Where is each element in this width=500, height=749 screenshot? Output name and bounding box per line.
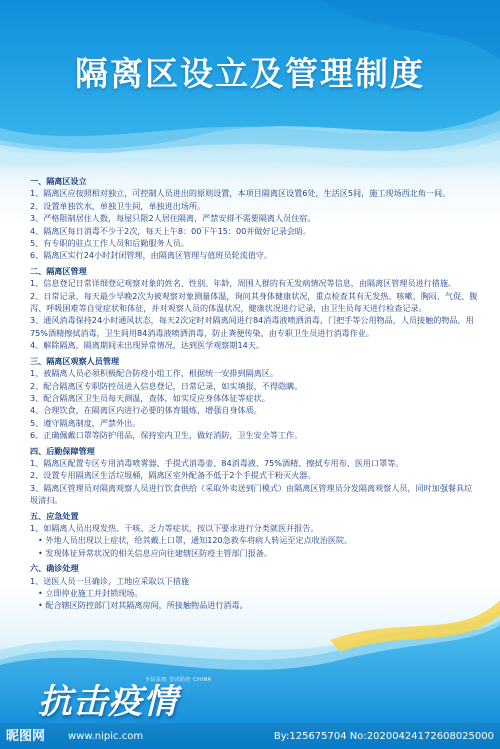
section-2 (30, 265, 478, 352)
list-item: 2、配合隔离区专职防控员进入信息登记，日常记录，如实填报，不得隐瞒。 (30, 380, 303, 391)
campaign-logo-subtitle: 全民抗疫 坚决防控 CHINA (145, 677, 212, 683)
section-3 (30, 355, 478, 442)
page-title: 隔离区设立及管理制度 (75, 54, 425, 93)
watermark-id: By:125675704 No:20200424172608025000 (273, 731, 494, 742)
list-item: 1、隔离区应按照相对独立，可控制人员进出的原则设置，本项目隔离区设置6处，生活区5间，施工现场西北角一间。 (30, 188, 451, 199)
list-item: 2、设置专用隔离区生活垃圾桶，隔离区室外配备不低于2个手提式干粉灭火器。 (30, 470, 316, 481)
section-heading: 四、后勤保障管理 (30, 445, 95, 456)
list-item: 1、隔离区配置专区专用消毒喷雾器、手提式消毒壶、84消毒液、75%酒精、擦拭专用布、医用口罩等。 (30, 457, 404, 468)
list-item: 3、配合隔离区卫生员每天测温，查体，如实反应身体体征等症状。 (30, 392, 270, 403)
list-item: • 配合辖区防控部门对其隔离房间，所接触物品进行消毒。 (38, 600, 248, 611)
list-item: 1、送医人员一旦确诊，工地应采取以下措施 (30, 575, 189, 586)
list-item: • 外地人员出现以上症状，给其戴上口罩，通知120急救车将病人转运至定点收治医院。 (38, 535, 353, 546)
watermark-brand: 昵图网 (6, 729, 46, 744)
list-item: 6、正确佩戴口罩等防护用品，保持室内卫生，做好消防，卫生安全等工作。 (30, 430, 303, 441)
section-heading: 五、应急处置 (30, 510, 79, 521)
list-item: 3、隔离区管理员对隔离观察人员进行饮食供给（采取外卖送到门模式）由隔离区管理员分发隔离观察人员，同时加强餐具垃圾清扫。 (30, 482, 473, 506)
section-heading: 三、隔离区观察人员管理 (30, 355, 120, 366)
list-item: 2、设置单独饮水，单独卫生间，单独进出场所。 (30, 200, 206, 211)
list-item: 4、解除隔离，隔离期间未出现异常情况，达到医学观察期14天。 (30, 340, 264, 351)
watermark-site: www.nipic.com (68, 731, 144, 742)
section-1 (30, 175, 478, 262)
list-item: 1、信息登记日常详细登记观察对象的姓名、性别、年龄，周围人群的有无发病情况等信息，由隔离区管理员进行措施。 (30, 278, 457, 289)
campaign-logo: 抗击疫情 (38, 682, 178, 722)
list-item: 3、通风消毒保持24小时通风状态，每天2次定时对隔离间进行84消毒液喷洒消毒，门把手等公用物品，人员接触的物品，用75%酒精擦拭消毒，卫生间用84消毒液喷洒消毒，防止粪便传染，由专职卫生员进行消毒作业。 (30, 315, 474, 338)
list-item: • 发现体征异常状况的相关信息应向往建辖区防疫主管部门报备。 (38, 547, 272, 558)
section-heading: 六、确诊处理 (30, 563, 79, 574)
document-body (30, 172, 478, 612)
section-5 (30, 510, 478, 560)
list-item: 5、遵守隔离制度，严禁外出。 (30, 417, 141, 428)
list-item: 2、日常记录，每天最少早晚2次为被观察对象测量体温，询问其身体健康状况，重点检查其有无发热、咳嗽、胸闷、气促、腹泻、呼吸困难等自觉症状和体征，并对观察人员的体温状况，健康状况进行记录，由卫生员每天进行检查记录。 (30, 290, 478, 314)
list-item: 1、如隔离人员出现发热、干咳、乏力等症状，按以下要求进行分类就医并报告。 (30, 522, 319, 533)
list-item: 4、隔离区每日消毒不少于2次，每天上午8：00下午15：00并做好记录会晤。 (30, 225, 312, 236)
section-4 (30, 445, 478, 507)
list-item: 4、合理饮食，在隔离区内进行必要的体育锻炼，增强自身体质。 (30, 405, 262, 416)
list-item: 1、被隔离人员必须积极配合防疫小组工作，根据统一安排到隔离区。 (30, 368, 278, 379)
section-heading: 二、隔离区管理 (30, 265, 87, 276)
watermark-bar (0, 723, 500, 749)
list-item: • 立即停业施工并封锁现场。 (38, 588, 143, 598)
list-item: 5、有专职的驻点工作人员和后勤服务人员。 (30, 238, 189, 249)
section-heading: 一、隔离区设立 (30, 176, 87, 186)
section-6 (30, 562, 478, 612)
list-item: 3、严格限制居住人数，每屋只限2人居住隔离，严禁安排不需要隔离人员住宿。 (30, 213, 316, 224)
list-item: 6、隔离区实行24小时封闭管理，由隔离区管理与值班员轮流值守。 (30, 250, 273, 261)
